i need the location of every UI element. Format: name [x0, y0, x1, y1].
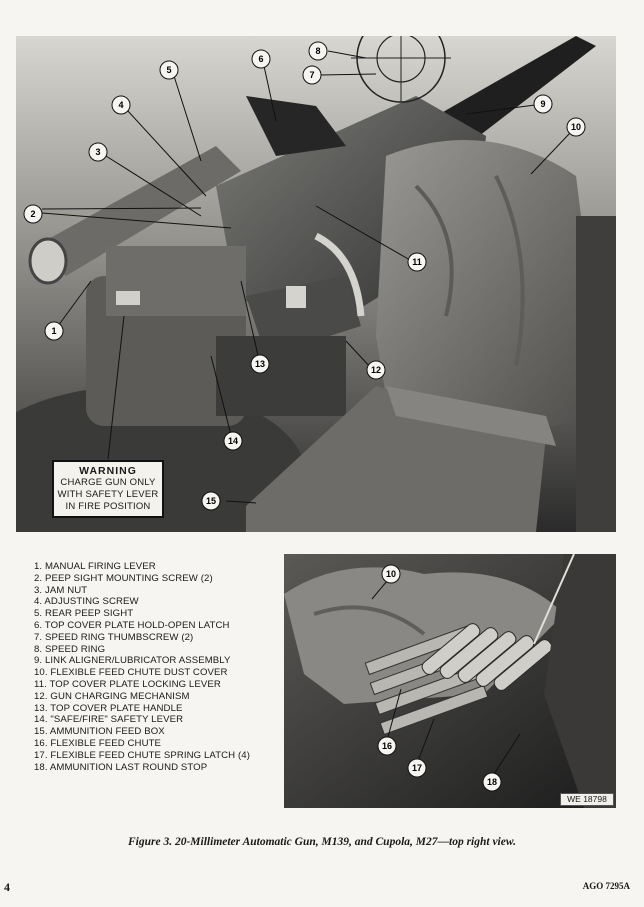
callout-15: [202, 492, 220, 510]
parts-legend: [34, 561, 280, 773]
document-code: AGO 7295A: [582, 881, 630, 891]
callout-13: [251, 355, 269, 373]
svg-text:1: 1: [51, 326, 57, 336]
callout-8: [309, 42, 327, 60]
svg-text:10: 10: [385, 569, 397, 579]
callout-11: [408, 253, 426, 271]
svg-text:4: 4: [118, 100, 124, 110]
inset-code-label: WE 18798: [560, 793, 614, 806]
legend-item: 15. AMMUNITION FEED BOX: [34, 726, 165, 738]
svg-text:12: 12: [370, 365, 382, 375]
svg-text:17: 17: [411, 763, 423, 773]
svg-text:18: 18: [486, 777, 498, 787]
svg-text:8: 8: [315, 46, 321, 56]
callout-6: [252, 50, 270, 68]
legend-item: 8. SPEED RING: [34, 643, 106, 655]
legend-item: 11. TOP COVER PLATE LOCKING LEVER: [34, 678, 221, 690]
legend-item: 16. FLEXIBLE FEED CHUTE: [34, 737, 162, 749]
svg-text:9: 9: [540, 99, 546, 109]
inset-callout-18: [483, 773, 501, 791]
inset-callout-16: [378, 737, 396, 755]
legend-item: 10. FLEXIBLE FEED CHUTE DUST COVER: [34, 667, 228, 679]
callout-4: [112, 96, 130, 114]
inset-callout-17: [408, 759, 426, 777]
svg-text:11: 11: [412, 257, 422, 267]
svg-text:13: 13: [254, 359, 266, 369]
legend-item: 7. SPEED RING THUMBSCREW (2): [34, 631, 194, 643]
callout-12: [367, 361, 385, 379]
legend-item: 18. AMMUNITION LAST ROUND STOP: [34, 761, 208, 773]
svg-text:2: 2: [30, 209, 36, 219]
svg-text:6: 6: [258, 54, 264, 64]
callout-14: [224, 432, 242, 450]
svg-text:3: 3: [95, 147, 101, 157]
legend-item: 12. GUN CHARGING MECHANISM: [34, 690, 190, 702]
legend-item: 17. FLEXIBLE FEED CHUTE SPRING LATCH (4): [34, 749, 250, 761]
main-photo: [16, 36, 616, 532]
inset-photo: [284, 554, 616, 808]
callout-1: [45, 322, 63, 340]
legend-item: 13. TOP COVER PLATE HANDLE: [34, 702, 183, 714]
callout-2: [24, 205, 42, 223]
legend-item: 9. LINK ALIGNER/LUBRICATOR ASSEMBLY: [34, 655, 231, 667]
warning-line-3: IN FIRE POSITION: [65, 501, 151, 512]
svg-text:16: 16: [381, 741, 393, 751]
figure-caption: Figure 3. 20-Millimeter Automatic Gun, M139, and Cupola, M27—top right view.: [128, 836, 516, 848]
warning-placard: [52, 460, 164, 518]
callout-3: [89, 143, 107, 161]
svg-text:5: 5: [166, 65, 172, 75]
legend-item: 3. JAM NUT: [34, 584, 88, 596]
warning-title: WARNING: [79, 465, 137, 477]
svg-text:14: 14: [227, 436, 239, 446]
callout-5: [160, 61, 178, 79]
svg-text:15: 15: [205, 496, 217, 506]
legend-item: 4. ADJUSTING SCREW: [34, 596, 139, 608]
warning-line-2: WITH SAFETY LEVER: [57, 489, 159, 500]
callout-9: [534, 95, 552, 113]
inset-photo-illustration: [284, 554, 616, 808]
svg-text:10: 10: [570, 122, 582, 132]
legend-item: 1. MANUAL FIRING LEVER: [34, 561, 156, 572]
callout-7: [303, 66, 321, 84]
inset-callout-10: [382, 565, 400, 583]
legend-item: 14. "SAFE/FIRE" SAFETY LEVER: [34, 714, 184, 726]
legend-item: 5. REAR PEEP SIGHT: [34, 608, 134, 620]
svg-text:7: 7: [309, 70, 315, 80]
page-number: 4: [4, 880, 10, 894]
legend-item: 6. TOP COVER PLATE HOLD-OPEN LATCH: [34, 619, 230, 631]
warning-line-1: CHARGE GUN ONLY: [60, 477, 156, 488]
legend-item: 2. PEEP SIGHT MOUNTING SCREW (2): [34, 572, 213, 584]
main-photo-illustration: [16, 36, 616, 532]
callout-10: [567, 118, 585, 136]
